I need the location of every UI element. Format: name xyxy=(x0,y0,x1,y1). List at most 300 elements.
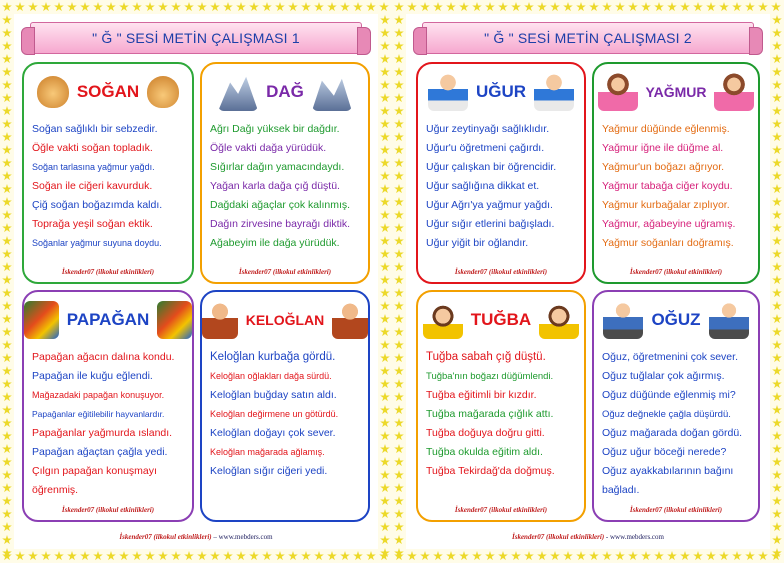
sentence: Keloğlan sığır ciğeri yedi. xyxy=(210,465,328,477)
border-star xyxy=(758,551,768,561)
border-star xyxy=(184,2,194,12)
card-word: PAPAĞAN xyxy=(66,310,150,329)
border-star xyxy=(394,184,404,194)
sentence: Papağanlar yağmurda ıslandı. xyxy=(32,427,173,439)
card-header xyxy=(594,298,758,342)
border-star xyxy=(772,405,782,415)
border-star xyxy=(171,2,181,12)
sentence: Oğuz düğünde eğlenmiş mi? xyxy=(602,389,736,401)
border-star xyxy=(2,236,12,246)
border-star xyxy=(223,2,233,12)
border-star xyxy=(745,551,755,561)
border-star xyxy=(772,444,782,454)
signature: İskender07 (ilkokul etkinlikleri) xyxy=(629,506,723,514)
border-star xyxy=(380,353,390,363)
border-star xyxy=(615,2,625,12)
border-star xyxy=(158,551,168,561)
border-star xyxy=(772,223,782,233)
border-star xyxy=(380,483,390,493)
sentence: Tuğba Tekirdağ'da doğmuş. xyxy=(426,465,555,477)
page-title: " Ğ " SESİ METİN ÇALIŞMASI 2 xyxy=(484,30,692,46)
border-star xyxy=(394,444,404,454)
border-star xyxy=(394,15,404,25)
border-star xyxy=(2,379,12,389)
sentence-list xyxy=(210,348,362,481)
sentence: Soğan tarlasına yağmur yağdı. xyxy=(32,162,155,172)
border-star xyxy=(2,392,12,402)
border-star xyxy=(28,551,38,561)
sentence: Keloğlan buğday satın aldı. xyxy=(210,389,337,401)
signature: İskender07 (ilkokul etkinlikleri) xyxy=(454,268,548,276)
card-header xyxy=(202,298,368,342)
border-star xyxy=(380,444,390,454)
sentence: Uğur çalışkan bir öğrencidir. xyxy=(426,161,557,173)
border-star xyxy=(394,54,404,64)
card-papagan xyxy=(22,290,194,522)
girl-icon xyxy=(714,73,754,111)
border-star xyxy=(576,551,586,561)
border-star xyxy=(2,171,12,181)
mountain-icon xyxy=(218,73,258,111)
keloglan-icon xyxy=(202,301,238,339)
border-star xyxy=(772,431,782,441)
sentence: Tuğba'nın boğazı düğümlendi. xyxy=(426,371,554,382)
border-star xyxy=(2,67,12,77)
girl-icon xyxy=(598,73,638,111)
card-sogan xyxy=(22,62,194,284)
border-star xyxy=(511,2,521,12)
border-star xyxy=(407,551,417,561)
sentence: Soğan ile ciğeri kavurduk. xyxy=(32,180,153,192)
border-star xyxy=(2,210,12,220)
border-star xyxy=(132,551,142,561)
onion-icon xyxy=(147,76,179,108)
card-word: YAĞMUR xyxy=(645,84,707,100)
card-word: KELOĞLAN xyxy=(245,312,325,328)
border-star xyxy=(706,2,716,12)
border-star xyxy=(380,119,390,129)
border-star xyxy=(380,431,390,441)
border-star xyxy=(654,2,664,12)
border-star xyxy=(641,2,651,12)
border-star xyxy=(197,2,207,12)
sentence-list xyxy=(426,348,578,481)
border-star xyxy=(275,2,285,12)
border-star xyxy=(15,2,25,12)
sentence: Tuğba okulda eğitim aldı. xyxy=(426,446,543,458)
page-title: " Ğ " SESİ METİN ÇALIŞMASI 1 xyxy=(92,30,300,46)
card-tugba xyxy=(416,290,586,522)
sentence: Ağabeyim ile dağa yürüdük. xyxy=(210,237,340,249)
border-star xyxy=(394,41,404,51)
border-star xyxy=(394,340,404,350)
border-star xyxy=(394,223,404,233)
sentence: Uğur sağlığına dikkat et. xyxy=(426,180,540,192)
border-star xyxy=(15,551,25,561)
sentence: Keloğlan mağarada ağlamış. xyxy=(210,447,325,457)
border-star xyxy=(184,551,194,561)
border-star xyxy=(340,551,350,561)
border-star xyxy=(394,327,404,337)
title-banner xyxy=(30,22,362,54)
border-star xyxy=(41,2,51,12)
border-star xyxy=(380,288,390,298)
border-star xyxy=(772,366,782,376)
border-star xyxy=(745,2,755,12)
card-header xyxy=(594,70,758,114)
border-star xyxy=(380,509,390,519)
border-star xyxy=(223,551,233,561)
border-star xyxy=(366,2,376,12)
card-oguz xyxy=(592,290,760,522)
border-star xyxy=(719,551,729,561)
border-star xyxy=(380,418,390,428)
card-dag xyxy=(200,62,370,284)
border-star xyxy=(394,418,404,428)
border-star xyxy=(380,223,390,233)
border-star xyxy=(550,2,560,12)
border-star xyxy=(249,551,259,561)
border-star xyxy=(380,249,390,259)
border-star xyxy=(380,54,390,64)
border-star xyxy=(2,327,12,337)
border-star xyxy=(772,509,782,519)
page-footer xyxy=(392,533,784,541)
border-star xyxy=(680,2,690,12)
sentence: Sığırlar dağın yamacındaydı. xyxy=(210,161,345,173)
card-header xyxy=(24,298,192,342)
border-star xyxy=(563,551,573,561)
border-star xyxy=(719,2,729,12)
border-star xyxy=(2,340,12,350)
border-star xyxy=(394,288,404,298)
border-star xyxy=(171,551,181,561)
border-star xyxy=(628,2,638,12)
border-star xyxy=(394,353,404,363)
parrot-icon xyxy=(24,301,59,339)
border-star xyxy=(772,457,782,467)
border-star xyxy=(772,470,782,480)
onion-icon xyxy=(37,76,69,108)
boy-icon xyxy=(534,73,574,111)
border-star xyxy=(145,2,155,12)
border-star xyxy=(2,54,12,64)
border-star xyxy=(394,496,404,506)
border-star xyxy=(394,314,404,324)
signature: İskender07 (ilkokul etkinlikleri) xyxy=(454,506,548,514)
border-star xyxy=(394,405,404,415)
border-star xyxy=(772,288,782,298)
border-star xyxy=(301,2,311,12)
border-star xyxy=(732,551,742,561)
border-star xyxy=(67,2,77,12)
border-star xyxy=(628,551,638,561)
tugba-icon xyxy=(423,301,463,339)
border-star xyxy=(772,67,782,77)
border-star xyxy=(28,2,38,12)
sentence: Ağrı Dağı yüksek bir dağdır. xyxy=(210,123,340,135)
border-star xyxy=(2,262,12,272)
border-star xyxy=(54,551,64,561)
border-star xyxy=(693,551,703,561)
border-star xyxy=(394,106,404,116)
border-star xyxy=(772,392,782,402)
sentence: Oğuz, öğretmenini çok sever. xyxy=(602,351,738,363)
border-star xyxy=(420,2,430,12)
border-star xyxy=(2,2,12,12)
border-star xyxy=(340,2,350,12)
border-star xyxy=(2,366,12,376)
card-yagmur xyxy=(592,62,760,284)
card-ugur xyxy=(416,62,586,284)
border-star xyxy=(2,28,12,38)
border-star xyxy=(394,171,404,181)
border-star xyxy=(54,2,64,12)
worksheet-page-2 xyxy=(392,0,784,563)
sentence: Dağın zirvesine bayrağı diktik. xyxy=(210,218,351,230)
sentence: Uğur'u öğretmeni çağırdı. xyxy=(426,142,545,154)
boy-icon xyxy=(428,73,468,111)
border-star xyxy=(772,171,782,181)
border-star xyxy=(2,301,12,311)
border-star xyxy=(394,197,404,207)
border-star xyxy=(772,301,782,311)
sentence: Tuğba eğitimli bir kızdır. xyxy=(426,389,537,401)
border-star xyxy=(380,80,390,90)
border-star xyxy=(772,41,782,51)
sentence: Tuğba doğuya doğru gitti. xyxy=(426,427,545,439)
border-star xyxy=(93,2,103,12)
border-star xyxy=(2,15,12,25)
border-star xyxy=(446,551,456,561)
tugba-icon xyxy=(539,301,579,339)
sentence: Yağmur soğanları doğramış. xyxy=(602,237,734,249)
border-star xyxy=(758,2,768,12)
sentence: öğrenmiş. xyxy=(32,484,79,496)
border-star xyxy=(380,470,390,480)
border-star xyxy=(576,2,586,12)
border-star xyxy=(145,551,155,561)
border-star xyxy=(106,2,116,12)
border-star xyxy=(394,67,404,77)
sentence: Toprağa yeşil soğan ektik. xyxy=(32,218,153,230)
border-star xyxy=(2,496,12,506)
border-star xyxy=(511,551,521,561)
border-star xyxy=(498,2,508,12)
border-star xyxy=(394,509,404,519)
border-star xyxy=(380,275,390,285)
border-star xyxy=(80,2,90,12)
border-star xyxy=(119,551,129,561)
sentence: Oğuz tuğlalar çok ağırmış. xyxy=(602,370,725,382)
signature: İskender07 (ilkokul etkinlikleri) xyxy=(238,268,332,276)
border-star xyxy=(446,2,456,12)
border-star xyxy=(732,2,742,12)
border-star xyxy=(394,457,404,467)
border-star xyxy=(772,353,782,363)
sentence: Keloğlan oğlakları dağa sürdü. xyxy=(210,371,332,381)
border-star xyxy=(485,2,495,12)
sentence-list xyxy=(210,120,362,253)
border-star xyxy=(472,551,482,561)
border-star xyxy=(394,522,404,532)
border-star xyxy=(394,93,404,103)
border-star xyxy=(772,275,782,285)
footer-site: – www.mebders.com xyxy=(211,533,273,541)
border-star xyxy=(2,93,12,103)
sentence: Soğanlar yağmur suyuna doydu. xyxy=(32,238,162,248)
border-star xyxy=(394,431,404,441)
border-star xyxy=(210,551,220,561)
border-star xyxy=(380,457,390,467)
sentence: Uğur yiğit bir oğlandır. xyxy=(426,237,529,249)
border-star xyxy=(2,197,12,207)
border-star xyxy=(654,551,664,561)
signature: İskender07 (ilkokul etkinlikleri) xyxy=(61,506,155,514)
border-star xyxy=(380,496,390,506)
sentence: Çiğ soğan boğazımda kaldı. xyxy=(32,199,163,211)
border-star xyxy=(380,197,390,207)
border-star xyxy=(380,210,390,220)
border-star xyxy=(327,2,337,12)
border-star xyxy=(772,158,782,168)
border-star xyxy=(772,327,782,337)
sentence: Çılgın papağan konuşmayı xyxy=(32,465,157,477)
sentence: Uğur Ağrı'ya yağmur yağdı. xyxy=(426,199,553,211)
border-star xyxy=(394,392,404,402)
border-star xyxy=(772,379,782,389)
border-star xyxy=(485,551,495,561)
border-star xyxy=(2,470,12,480)
sentence: Oğuz uğur böceği nerede? xyxy=(602,446,727,458)
border-star xyxy=(394,80,404,90)
border-star xyxy=(2,418,12,428)
border-star xyxy=(772,249,782,259)
sentence-list xyxy=(602,120,752,253)
sentence: Keloğlan kurbağa gördü. xyxy=(210,351,336,363)
keloglan-icon xyxy=(332,301,368,339)
sentence: Uğur zeytinyağı sağlıklıdır. xyxy=(426,123,550,135)
border-star xyxy=(2,158,12,168)
border-star xyxy=(2,249,12,259)
border-star xyxy=(2,132,12,142)
border-star xyxy=(772,119,782,129)
border-star xyxy=(380,314,390,324)
border-star xyxy=(379,2,389,12)
card-header xyxy=(418,70,584,114)
border-star xyxy=(772,314,782,324)
border-star xyxy=(772,197,782,207)
border-star xyxy=(706,551,716,561)
border-star xyxy=(524,2,534,12)
border-star xyxy=(394,275,404,285)
student-icon xyxy=(603,301,643,339)
sentence: Papağan ağaçtan çağla yedi. xyxy=(32,446,168,458)
card-word: OĞUZ xyxy=(651,310,701,329)
border-star xyxy=(771,2,781,12)
border-star xyxy=(433,551,443,561)
border-star xyxy=(524,551,534,561)
border-star xyxy=(380,132,390,142)
sentence: Papağan ağacın dalına kondu. xyxy=(32,351,175,363)
signature: İskender07 (ilkokul etkinlikleri) xyxy=(629,268,723,276)
border-star xyxy=(2,444,12,454)
border-star xyxy=(2,509,12,519)
border-star xyxy=(93,551,103,561)
border-star xyxy=(380,15,390,25)
border-star xyxy=(236,2,246,12)
student-icon xyxy=(709,301,749,339)
border-star xyxy=(119,2,129,12)
border-star xyxy=(394,366,404,376)
border-star xyxy=(262,2,272,12)
border-star xyxy=(2,80,12,90)
border-star xyxy=(550,551,560,561)
signature: İskender07 (ilkokul etkinlikleri) xyxy=(61,268,155,276)
sentence: Papağanlar eğitilebilir hayvanlardır. xyxy=(32,409,165,419)
border-star xyxy=(589,551,599,561)
border-star xyxy=(394,379,404,389)
border-star xyxy=(772,496,782,506)
border-star xyxy=(537,2,547,12)
border-star xyxy=(262,551,272,561)
border-star xyxy=(2,457,12,467)
border-star xyxy=(380,93,390,103)
border-star xyxy=(563,2,573,12)
border-star xyxy=(288,551,298,561)
sentence: Yağmur'un boğazı ağrıyor. xyxy=(602,161,725,173)
title-banner xyxy=(422,22,754,54)
border-star xyxy=(2,145,12,155)
sentence: Papağan ile kuğu eğlendi. xyxy=(32,370,153,382)
border-star xyxy=(353,551,363,561)
border-star xyxy=(2,288,12,298)
sentence-list xyxy=(602,348,752,500)
border-star xyxy=(2,431,12,441)
border-star xyxy=(615,551,625,561)
border-star xyxy=(2,41,12,51)
border-star xyxy=(380,184,390,194)
border-star xyxy=(394,249,404,259)
border-star xyxy=(380,379,390,389)
border-star xyxy=(772,54,782,64)
footer-signature: İskender07 (ilkokul etkinlikleri) xyxy=(119,533,212,541)
border-star xyxy=(772,418,782,428)
sentence-list xyxy=(32,348,186,500)
border-star xyxy=(314,2,324,12)
border-star xyxy=(394,2,404,12)
border-star xyxy=(772,483,782,493)
border-star xyxy=(132,2,142,12)
border-star xyxy=(380,262,390,272)
border-star xyxy=(772,15,782,25)
border-star xyxy=(407,2,417,12)
border-star xyxy=(2,522,12,532)
border-star xyxy=(420,551,430,561)
sentence: Tuğba sabah çığ düştü. xyxy=(426,351,546,363)
border-star xyxy=(459,2,469,12)
card-word: UĞUR xyxy=(475,82,527,101)
border-star xyxy=(2,106,12,116)
border-star xyxy=(2,314,12,324)
border-star xyxy=(641,551,651,561)
border-star xyxy=(380,41,390,51)
border-star xyxy=(394,28,404,38)
border-star xyxy=(380,158,390,168)
border-star xyxy=(380,106,390,116)
sentence: Yağmur kurbağalar zıplıyor. xyxy=(602,199,730,211)
card-word: SOĞAN xyxy=(76,82,140,101)
